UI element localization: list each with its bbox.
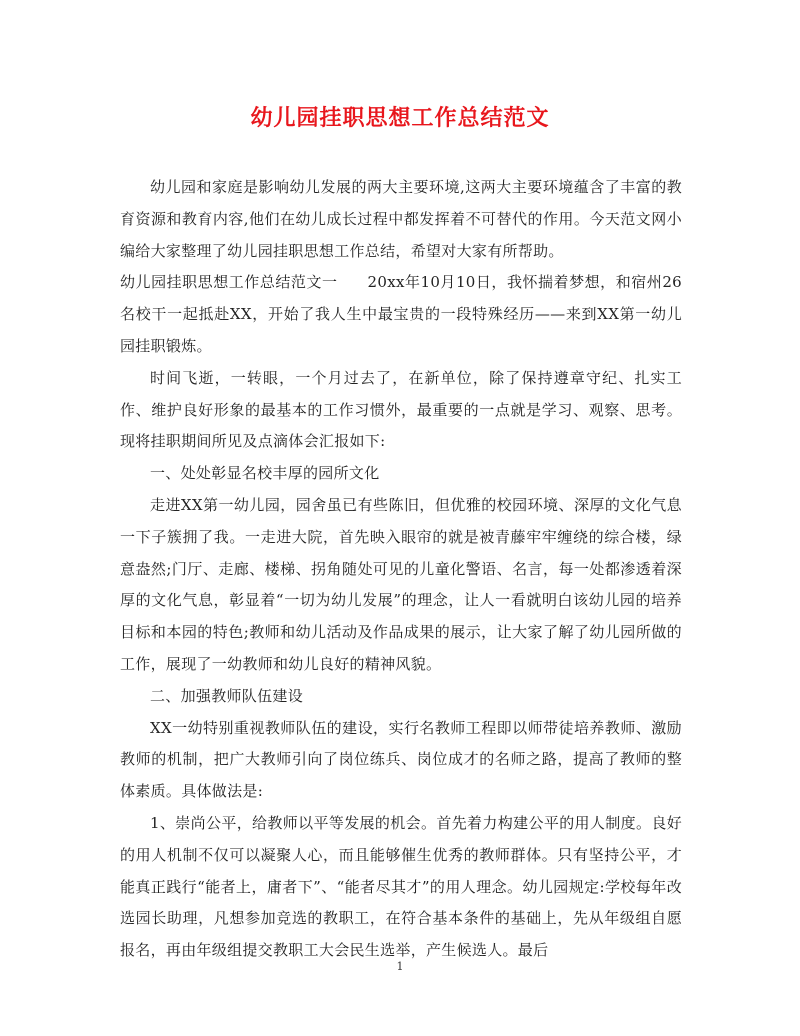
document-title: 幼儿园挂职思想工作总结范文 — [250, 106, 550, 131]
teachers-paragraph: XX一幼特别重视教师队伍的建设，实行名教师工程即以师带徒培养教师、激励教师的机制，把广大教师引向了岗位练兵、岗位成才的名师之路，提高了教师的整体素质。具体做法是: — [120, 718, 682, 801]
fairness-paragraph: 1、崇尚公平，给教师以平等发展的机会。首先着力构建公平的用人制度。良好的用人机制不仅可以凝聚人心，而且能够催生优秀的教师群体。只有坚持公平，才能真正践行“能者上，庸者下”、“能者尽其才”的用人理念。幼儿园规定:学校每年改选园长助理，凡想参加竞选的教职工，在符合基本条件的基础上，先从年级组自愿报名，再由年级组提交教职工大会民生选举，产生候选人。最后 — [120, 813, 682, 960]
section-one-heading: 幼儿园挂职思想工作总结范文一 — [120, 273, 338, 292]
section-one-paragraph — [120, 267, 682, 362]
page-number: 1 — [396, 960, 404, 973]
time-flies-paragraph: 时间飞逝，一转眼，一个月过去了，在新单位，除了保持遵章守纪、扎实工作、维护良好形象的最基本的工作习惯外，最重要的一点就是学习、观察、思考。现将挂职期间所见及点滴体会汇报如下: — [120, 368, 682, 451]
section-one-text: 20xx年10月10日，我怀揣着梦想，和宿州26名校干一起抵赴XX，开始了我人生中最宝贵的一段特殊经历——来到XX第一幼儿园挂职锻炼。 — [120, 273, 683, 355]
culture-paragraph: 走进XX第一幼儿园，园舍虽已有些陈旧，但优雅的校园环境、深厚的文化气息一下子簇拥了我。一走进大院，首先映入眼帘的就是被青藤牢牢缠绕的综合楼，绿意盎然;门厅、走廊、楼梯、拐角随处可见的儿童化警语、名言，每一处都渗透着深厚的文化气息，彰显着“一切为幼儿发展”的理念，让人一看就明白该幼儿园的培养目标和本园的特色;教师和幼儿活动及作品成果的展示，让大家了解了幼儿园所做的工作，展现了一幼教师和幼儿良好的精神风貌。 — [120, 495, 682, 673]
section-heading-culture: 一、处处彰显名校丰厚的园所文化 — [150, 464, 380, 483]
section-heading-teachers: 二、加强教师队伍建设 — [150, 686, 304, 705]
document-body — [120, 172, 682, 967]
intro-paragraph: 幼儿园和家庭是影响幼儿发展的两大主要环境,这两大主要环境蕴含了丰富的教育资源和教育内容,他们在幼儿成长过程中都发挥着不可替代的作用。今天范文网小编给大家整理了幼儿园挂职思想工作总结，希望对大家有所帮助。 — [120, 178, 682, 260]
